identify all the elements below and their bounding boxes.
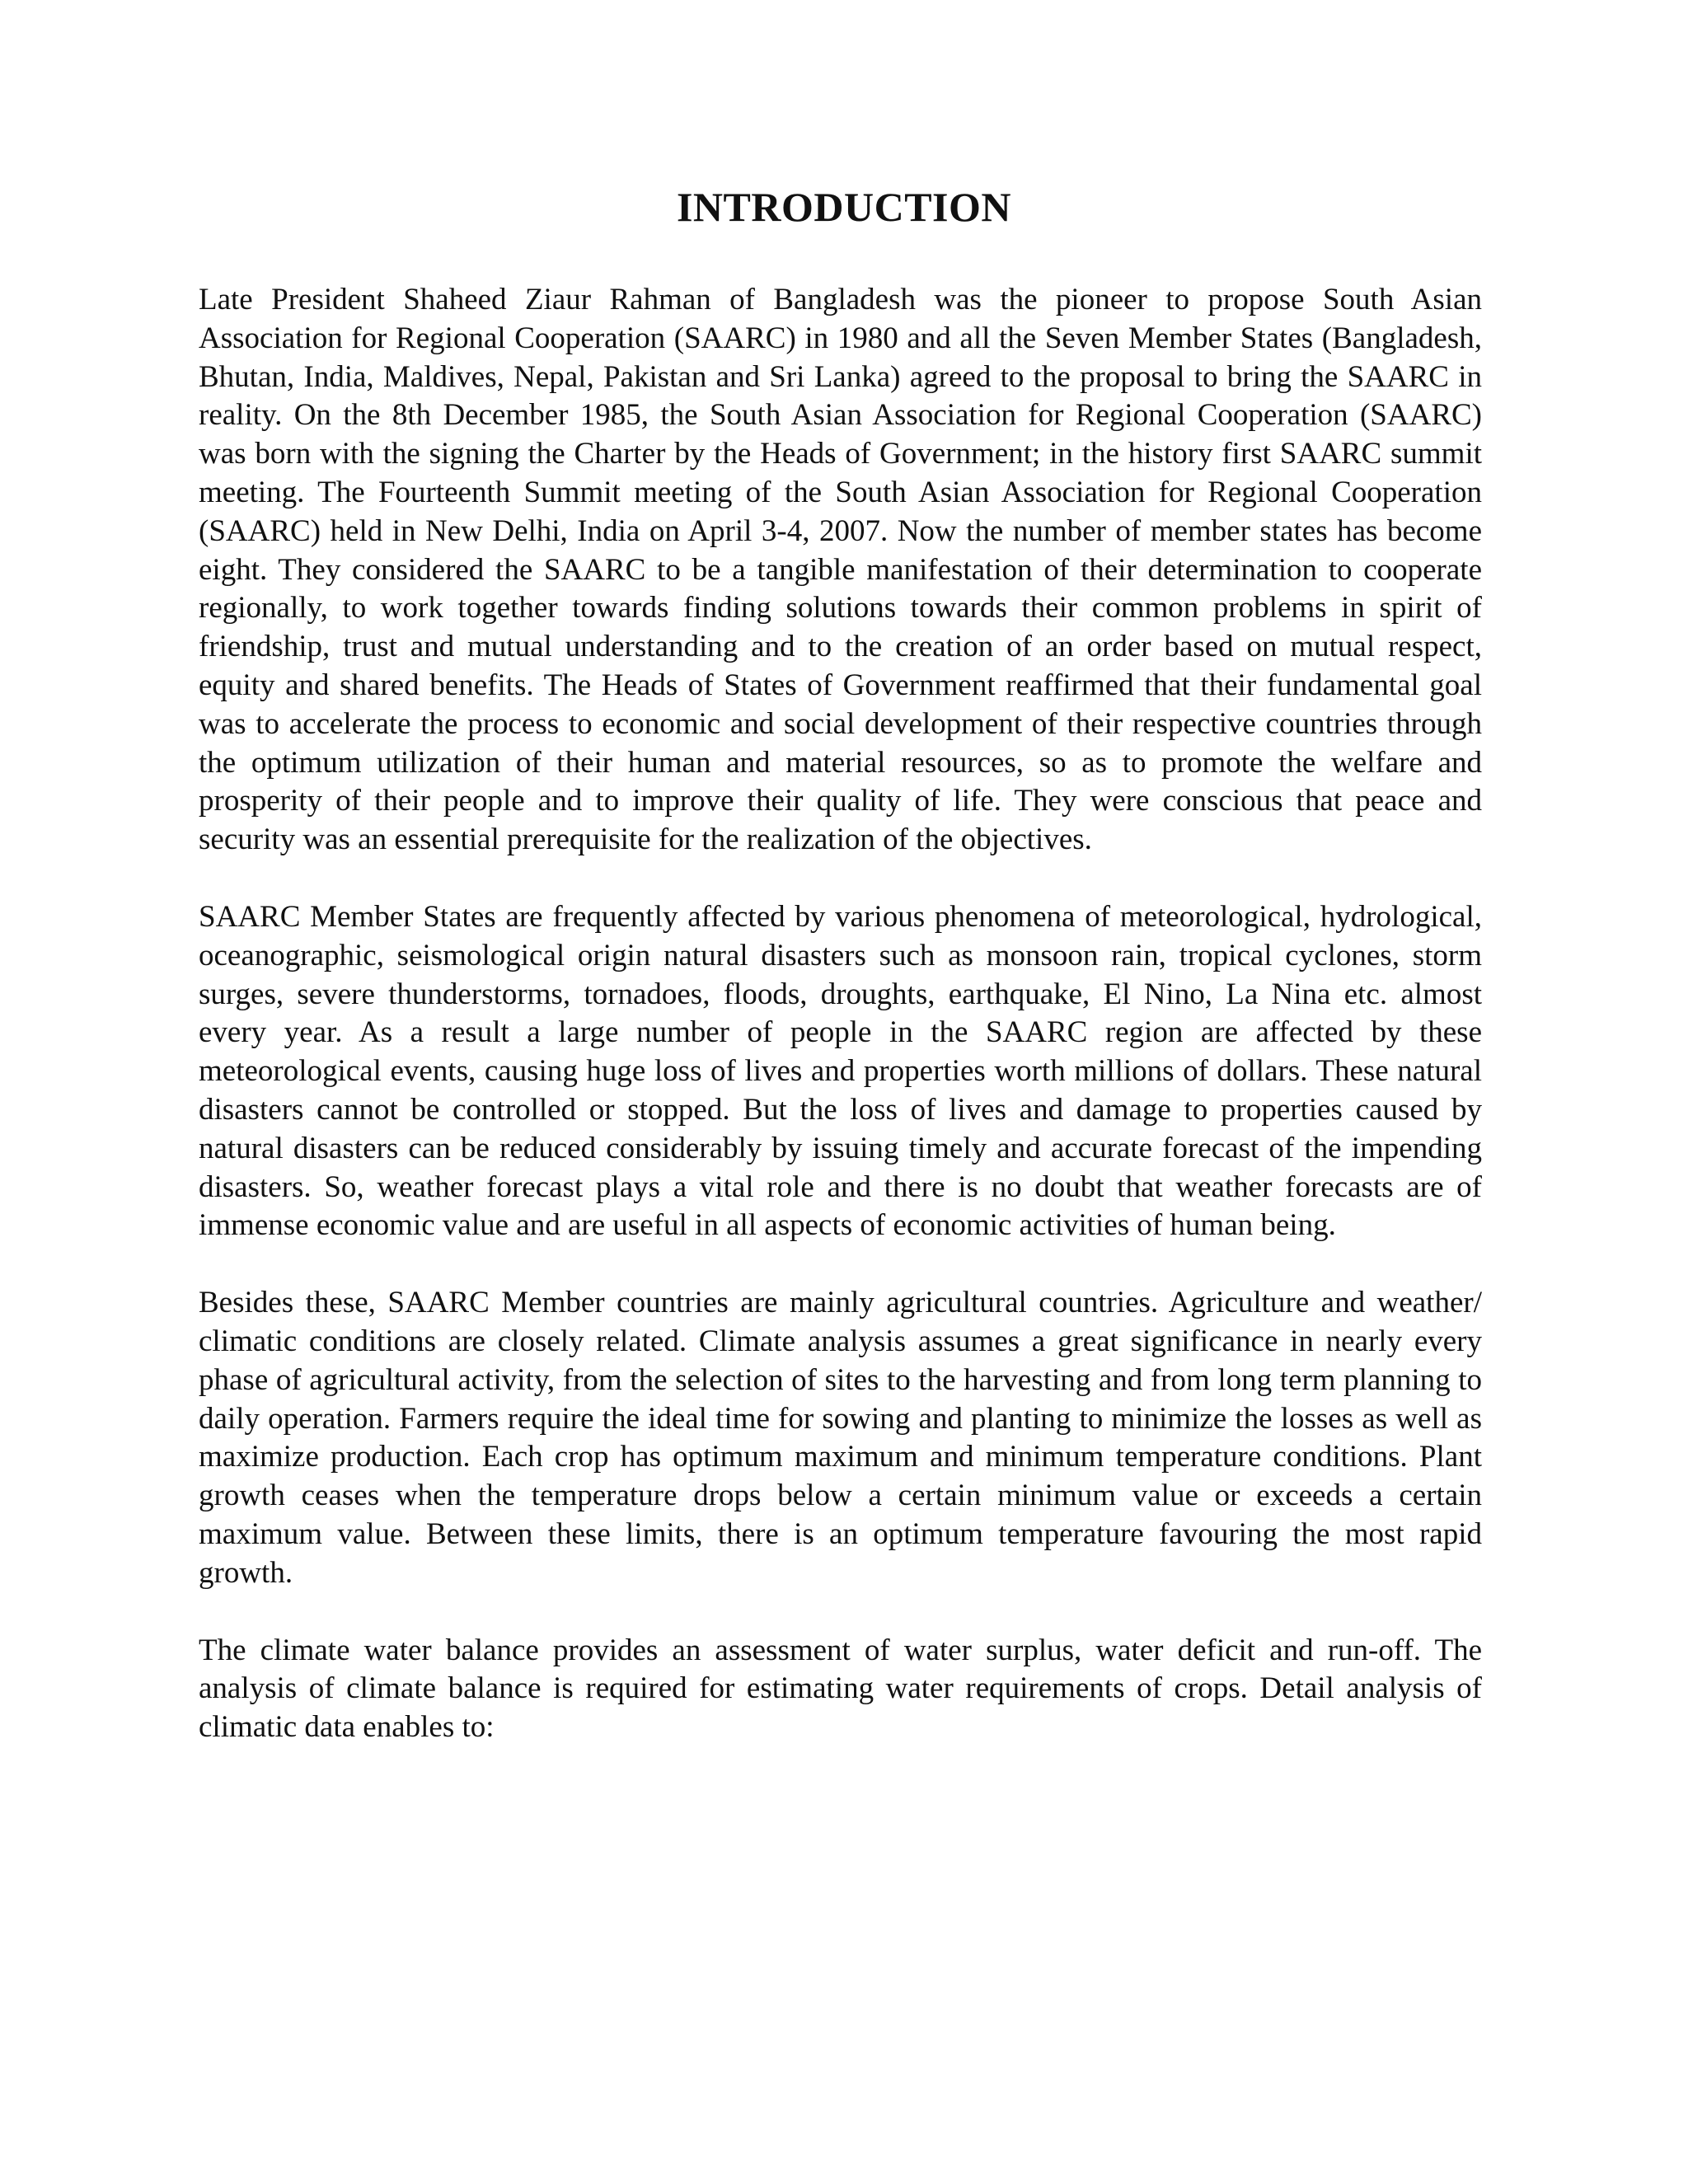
paragraph-saarc-history: Late President Shaheed Ziaur Rahman of Bangladesh was the pioneer to propose South Asian Association for Regional Cooperation (SAARC) in 1980 and all the Seven Member States (Bangladesh, Bhutan, India, Maldives, Nepal, Pakistan and Sri Lanka) agreed to the proposal to bring the SAARC in reality. On the 8th December 1985, the South Asian Association for Regional Cooperation (SAARC) was born with the signing the Charter by the Heads of Government; in the history first SAARC summit meeting. The Fourteenth Summit meeting of the South Asian Association for Regional Cooperation (SAARC) held in New Delhi, India on April 3-4, 2007. Now the number of member states has become eight. They considered the SAARC to be a tangible manifestation of their determination to cooperate regionally, to work together towards finding solutions towards their common problems in spirit of friendship, trust and mutual understanding and to the creation of an order based on mutual respect, equity and shared benefits. The Heads of States of Government reaffirmed that their fundamental goal was to accelerate the process to economic and social development of their respective countries through the optimum utilization of their human and material resources, so as to promote the welfare and prosperity of their people and to improve their quality of life. They were conscious that peace and security was an essential prerequisite for the realization of the objectives. — [199, 283, 1482, 857]
page-title: INTRODUCTION — [676, 184, 1012, 230]
document-body — [199, 281, 1482, 1786]
paragraph-water-balance: The climate water balance provides an assessment of water surplus, water deficit and run-off. The analysis of climate balance is required for estimating water requirements of crops. Detail analysis of climatic data enables to: — [199, 1633, 1482, 1745]
paragraph-agriculture-climate: Besides these, SAARC Member countries are mainly agricultural countries. Agriculture and weather/ climatic conditions are closely related. Climate analysis assumes a great significance in nearly every phase of agricultural activity, from the selection of sites to the harvesting and from long term planning to daily operation. Farmers require the ideal time for sowing and planting to minimize the losses as well as maximize production. Each crop has optimum maximum and minimum temperature conditions. Plant growth ceases when the temperature drops below a certain minimum value or exceeds a certain maximum value. Between these limits, there is an optimum temperature favouring the most rapid growth. — [199, 1286, 1482, 1590]
paragraph-natural-disasters: SAARC Member States are frequently affected by various phenomena of meteorological, hydrological, oceanographic, seismological origin natural disasters such as monsoon rain, tropical cyclones, storm surges, severe thunderstorms, tornadoes, floods, droughts, earthquake, El Nino, La Nina etc. almost every year. As a result a large number of people in the SAARC region are affected by these meteorological events, causing huge loss of lives and properties worth millions of dollars. These natural disasters cannot be controlled or stopped. But the loss of lives and damage to properties caused by natural disasters can be reduced considerably by issuing timely and accurate forecast of the impending disasters. So, weather forecast plays a vital role and there is no doubt that weather forecasts are of immense economic value and are useful in all aspects of economic activities of human being. — [199, 899, 1482, 1243]
